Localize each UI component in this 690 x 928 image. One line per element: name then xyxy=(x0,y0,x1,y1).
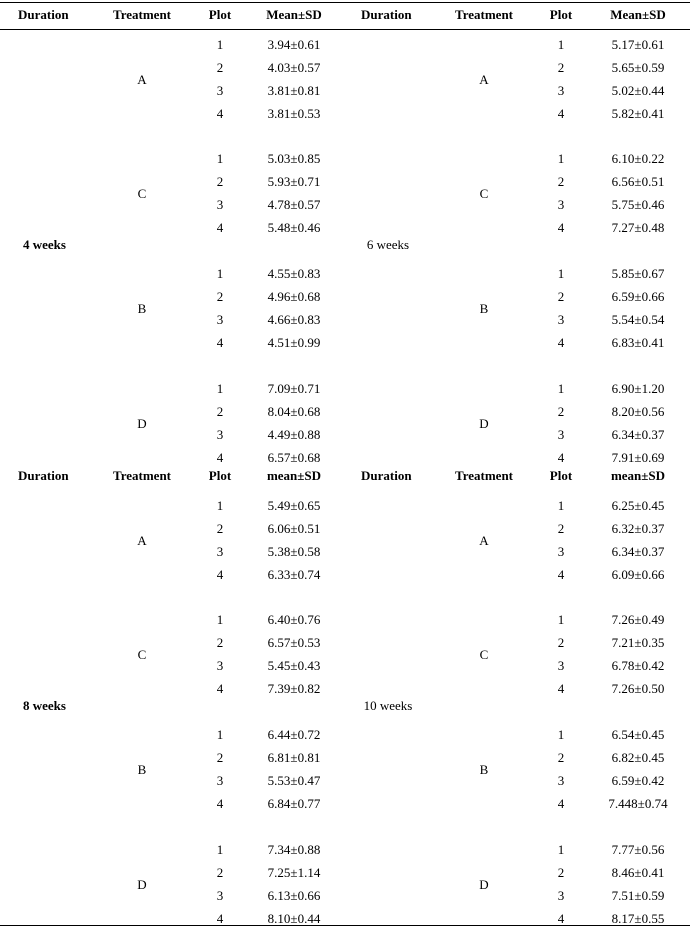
mean-sd-value: 7.39±0.82 xyxy=(267,681,321,696)
mean-sd-value: 6.33±0.74 xyxy=(267,567,321,582)
plot-number: 4 xyxy=(557,335,565,350)
plot-number: 3 xyxy=(557,544,565,559)
treatment-label: C xyxy=(137,186,147,201)
plot-number: 3 xyxy=(557,658,565,673)
plot-number: 2 xyxy=(216,521,224,536)
treatment-label: A xyxy=(137,72,147,87)
mean-sd-value: 4.03±0.57 xyxy=(267,60,321,75)
treatment-label: A xyxy=(479,72,489,87)
treatment-label: C xyxy=(479,186,489,201)
mean-sd-value: 6.59±0.42 xyxy=(611,773,665,788)
mean-sd-value: 6.09±0.66 xyxy=(611,567,665,582)
duration-header: Duration xyxy=(361,468,412,483)
mean-sd-header: mean±SD xyxy=(610,468,666,483)
mean-sd-value: 6.81±0.81 xyxy=(267,750,321,765)
plot-number: 2 xyxy=(216,635,224,650)
mean-sd-value: 6.25±0.45 xyxy=(611,498,665,513)
mean-sd-value: 4.55±0.83 xyxy=(267,266,321,281)
treatment-label: A xyxy=(479,533,489,548)
mean-sd-value: 7.77±0.56 xyxy=(611,842,665,857)
mean-sd-value: 6.59±0.66 xyxy=(611,289,665,304)
mean-sd-value: 5.03±0.85 xyxy=(267,151,321,166)
mean-sd-value: 8.04±0.68 xyxy=(267,404,321,419)
mean-sd-value: 4.49±0.88 xyxy=(267,427,321,442)
duration-label: 6 weeks xyxy=(366,237,410,252)
plot-number: 4 xyxy=(216,567,224,582)
mean-sd-header: Mean±SD xyxy=(610,7,666,22)
mean-sd-value: 6.54±0.45 xyxy=(611,727,665,742)
plot-number: 3 xyxy=(216,544,224,559)
mean-sd-value: 5.45±0.43 xyxy=(267,658,321,673)
mean-sd-value: 6.34±0.37 xyxy=(611,544,665,559)
duration-label: 4 weeks xyxy=(23,237,66,252)
mean-sd-value: 6.06±0.51 xyxy=(267,521,321,536)
mean-sd-value: 5.38±0.58 xyxy=(267,544,321,559)
plot-number: 3 xyxy=(557,773,565,788)
plot-number: 4 xyxy=(216,450,224,465)
mean-sd-value: 6.32±0.37 xyxy=(611,521,665,536)
plot-number: 3 xyxy=(216,773,224,788)
plot-number: 1 xyxy=(557,381,565,396)
treatment-label: D xyxy=(137,877,147,892)
plot-number: 4 xyxy=(216,106,224,121)
mean-sd-value: 6.57±0.53 xyxy=(267,635,321,650)
treatment-label: B xyxy=(479,762,489,777)
plot-number: 1 xyxy=(216,727,224,742)
plot-number: 2 xyxy=(557,174,565,189)
mean-sd-value: 6.40±0.76 xyxy=(267,612,321,627)
plot-number: 3 xyxy=(216,888,224,903)
mean-sd-value: 3.81±0.53 xyxy=(267,106,321,121)
plot-number: 2 xyxy=(557,750,565,765)
treatment-label: B xyxy=(479,301,489,316)
mean-sd-value: 6.13±0.66 xyxy=(267,888,321,903)
plot-number: 4 xyxy=(557,220,565,235)
plot-number: 3 xyxy=(557,312,565,327)
plot-number: 3 xyxy=(557,888,565,903)
mean-sd-value: 6.84±0.77 xyxy=(267,796,321,811)
plot-number: 2 xyxy=(216,289,224,304)
mean-sd-value: 7.25±1.14 xyxy=(267,865,321,880)
plot-number: 4 xyxy=(216,911,224,926)
mean-sd-value: 8.10±0.44 xyxy=(267,911,321,926)
plot-number: 1 xyxy=(216,381,224,396)
mean-sd-value: 6.78±0.42 xyxy=(611,658,665,673)
mean-sd-value: 5.82±0.41 xyxy=(611,106,665,121)
mean-sd-value: 5.65±0.59 xyxy=(611,60,665,75)
mean-sd-value: 4.66±0.83 xyxy=(267,312,321,327)
plot-number: 1 xyxy=(216,842,224,857)
mean-sd-value: 5.53±0.47 xyxy=(267,773,321,788)
plot-number: 4 xyxy=(557,450,565,465)
plot-number: 3 xyxy=(216,312,224,327)
plot-header: Plot xyxy=(549,468,573,483)
table-top-rule xyxy=(0,2,690,3)
plot-number: 3 xyxy=(557,83,565,98)
header-rule-top xyxy=(0,29,690,30)
treatment-label: D xyxy=(479,877,489,892)
plot-number: 1 xyxy=(557,842,565,857)
mean-sd-value: 6.57±0.68 xyxy=(267,450,321,465)
plot-number: 3 xyxy=(216,83,224,98)
treatment-label: C xyxy=(137,647,147,662)
duration-header: Duration xyxy=(18,468,69,483)
plot-number: 4 xyxy=(557,567,565,582)
plot-number: 2 xyxy=(557,289,565,304)
mean-sd-value: 7.448±0.74 xyxy=(608,796,668,811)
mean-sd-value: 3.81±0.81 xyxy=(267,83,321,98)
plot-number: 2 xyxy=(557,635,565,650)
plot-number: 1 xyxy=(557,37,565,52)
mean-sd-value: 4.78±0.57 xyxy=(267,197,321,212)
mean-sd-header: mean±SD xyxy=(266,468,322,483)
plot-number: 4 xyxy=(557,796,565,811)
mean-sd-value: 5.02±0.44 xyxy=(611,83,665,98)
mean-sd-value: 5.75±0.46 xyxy=(611,197,665,212)
mean-sd-value: 6.34±0.37 xyxy=(611,427,665,442)
treatment-header: Treatment xyxy=(455,468,513,483)
mean-sd-value: 6.10±0.22 xyxy=(611,151,665,166)
mean-sd-value: 6.56±0.51 xyxy=(611,174,665,189)
treatment-label: B xyxy=(137,301,147,316)
mean-sd-value: 6.44±0.72 xyxy=(267,727,321,742)
plot-number: 2 xyxy=(216,174,224,189)
mean-sd-value: 7.51±0.59 xyxy=(611,888,665,903)
plot-number: 4 xyxy=(557,681,565,696)
mean-sd-value: 3.94±0.61 xyxy=(267,37,321,52)
plot-number: 4 xyxy=(216,796,224,811)
mean-sd-value: 4.96±0.68 xyxy=(267,289,321,304)
plot-number: 2 xyxy=(216,60,224,75)
plot-number: 1 xyxy=(557,727,565,742)
treatment-label: A xyxy=(137,533,147,548)
mean-sd-value: 8.17±0.55 xyxy=(611,911,665,926)
plot-number: 2 xyxy=(557,865,565,880)
plot-number: 4 xyxy=(216,335,224,350)
treatment-label: C xyxy=(479,647,489,662)
mean-sd-value: 7.21±0.35 xyxy=(611,635,665,650)
mean-sd-value: 6.90±1.20 xyxy=(611,381,665,396)
plot-number: 4 xyxy=(216,220,224,235)
plot-number: 1 xyxy=(216,151,224,166)
mean-sd-value: 7.09±0.71 xyxy=(267,381,321,396)
duration-label: 10 weeks xyxy=(363,698,413,713)
mean-sd-value: 8.46±0.41 xyxy=(611,865,665,880)
mean-sd-value: 7.27±0.48 xyxy=(611,220,665,235)
plot-number: 1 xyxy=(216,498,224,513)
plot-number: 1 xyxy=(557,151,565,166)
mean-sd-value: 7.34±0.88 xyxy=(267,842,321,857)
plot-number: 1 xyxy=(557,266,565,281)
plot-number: 3 xyxy=(216,658,224,673)
mean-sd-value: 6.83±0.41 xyxy=(611,335,665,350)
mean-sd-value: 5.85±0.67 xyxy=(611,266,665,281)
plot-header: Plot xyxy=(549,7,573,22)
plot-number: 2 xyxy=(216,865,224,880)
plot-number: 3 xyxy=(557,197,565,212)
duration-label: 8 weeks xyxy=(23,698,66,713)
plot-number: 3 xyxy=(557,427,565,442)
mean-sd-value: 5.48±0.46 xyxy=(267,220,321,235)
plot-number: 2 xyxy=(216,750,224,765)
mean-sd-value: 5.49±0.65 xyxy=(267,498,321,513)
mean-sd-value: 5.17±0.61 xyxy=(611,37,665,52)
plot-number: 3 xyxy=(216,427,224,442)
treatment-label: B xyxy=(137,762,147,777)
mean-sd-value: 7.91±0.69 xyxy=(611,450,665,465)
mean-sd-value: 8.20±0.56 xyxy=(611,404,665,419)
plot-number: 1 xyxy=(557,612,565,627)
plot-number: 1 xyxy=(216,37,224,52)
mean-sd-value: 7.26±0.50 xyxy=(611,681,665,696)
plot-number: 4 xyxy=(216,681,224,696)
plot-number: 1 xyxy=(557,498,565,513)
plot-number: 4 xyxy=(557,911,565,926)
plot-number: 2 xyxy=(216,404,224,419)
plot-number: 4 xyxy=(557,106,565,121)
mean-sd-value: 5.54±0.54 xyxy=(611,312,665,327)
mean-sd-header: Mean±SD xyxy=(266,7,322,22)
mean-sd-value: 4.51±0.99 xyxy=(267,335,321,350)
plot-header: Plot xyxy=(208,7,232,22)
duration-header: Duration xyxy=(18,7,69,22)
plot-header: Plot xyxy=(208,468,232,483)
plot-number: 1 xyxy=(216,612,224,627)
plot-number: 2 xyxy=(557,404,565,419)
mean-sd-value: 5.93±0.71 xyxy=(267,174,321,189)
mean-sd-value: 6.82±0.45 xyxy=(611,750,665,765)
plot-number: 2 xyxy=(557,60,565,75)
treatment-header: Treatment xyxy=(113,468,171,483)
plot-number: 2 xyxy=(557,521,565,536)
duration-header: Duration xyxy=(361,7,412,22)
table-bottom-rule xyxy=(0,925,690,926)
mean-sd-value: 7.26±0.49 xyxy=(611,612,665,627)
plot-number: 3 xyxy=(216,197,224,212)
treatment-header: Treatment xyxy=(455,7,513,22)
treatment-header: Treatment xyxy=(113,7,171,22)
plot-number: 1 xyxy=(216,266,224,281)
treatment-label: D xyxy=(479,416,489,431)
treatment-label: D xyxy=(137,416,147,431)
